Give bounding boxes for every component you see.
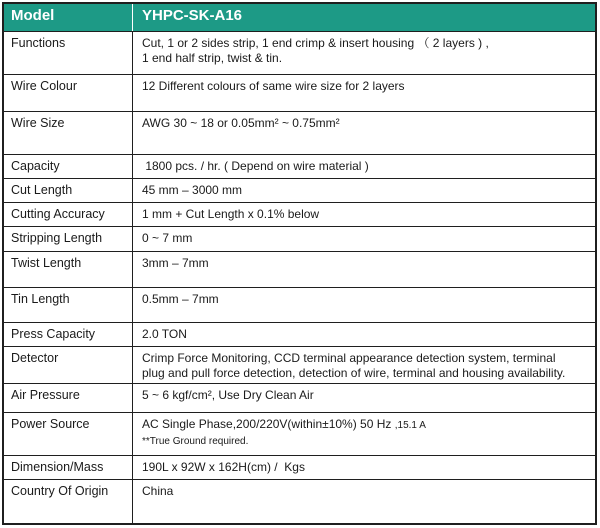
value-line: 1 mm + Cut Length x 0.1% below	[142, 207, 320, 221]
value-line: 1800 pcs. / hr. ( Depend on wire material )	[142, 159, 369, 173]
row-value	[133, 347, 595, 383]
table-row-country-of-origin	[4, 479, 595, 523]
table-row-functions	[4, 31, 595, 74]
value-line: Cut, 1 or 2 sides strip, 1 end crimp & insert housing （ 2 layers ) ,	[142, 36, 489, 50]
header-model-value: YHPC-SK-A16	[142, 7, 243, 24]
row-label: Country Of Origin	[4, 480, 133, 523]
row-value	[133, 155, 595, 178]
spec-table	[2, 2, 597, 525]
row-label: Detector	[4, 347, 133, 383]
header-label: Model	[4, 4, 133, 31]
value-line: 45 mm – 3000 mm	[142, 183, 243, 197]
row-value	[133, 384, 595, 412]
table-row-cut-length	[4, 178, 595, 202]
row-label: Cutting Accuracy	[4, 203, 133, 226]
row-value	[133, 227, 595, 251]
value-line: 12 Different colours of same wire size for 2 layers	[142, 79, 405, 93]
table-row-twist-length	[4, 251, 595, 287]
table-row-detector	[4, 346, 595, 383]
value-line: 5 ~ 6 kgf/cm², Use Dry Clean Air	[142, 388, 314, 402]
table-row-wire-colour	[4, 74, 595, 111]
value-line: 0.5mm – 7mm	[142, 292, 219, 306]
row-label: Wire Colour	[4, 75, 133, 111]
row-value	[133, 112, 595, 154]
power-spec: AC Single Phase,200/220V(within±10%) 50 Hz	[142, 417, 392, 431]
row-label: Functions	[4, 32, 133, 74]
row-value	[133, 252, 595, 287]
row-value	[133, 75, 595, 111]
row-label: Dimension/Mass	[4, 456, 133, 479]
value-line: plug and pull force detection, detection of wire, terminal and housing availability.	[142, 366, 566, 380]
row-value	[133, 179, 595, 202]
amperage: ,15.1 A	[394, 420, 426, 431]
row-label: Press Capacity	[4, 323, 133, 346]
table-row-cutting-accuracy	[4, 202, 595, 226]
ground-note: **True Ground required.	[142, 436, 249, 447]
row-label: Wire Size	[4, 112, 133, 154]
row-value	[133, 32, 595, 74]
row-value	[133, 203, 595, 226]
row-label: Tin Length	[4, 288, 133, 322]
value-line: 3mm – 7mm	[142, 256, 209, 270]
row-value	[133, 480, 595, 523]
value-line: 1 end half strip, twist & tin.	[142, 51, 283, 65]
table-row-press-capacity	[4, 322, 595, 346]
table-row-power-source	[4, 412, 595, 455]
value-line: 2.0 TON	[142, 327, 187, 341]
table-header-row	[4, 4, 595, 31]
row-label: Twist Length	[4, 252, 133, 287]
value-line: 190L x 92W x 162H(cm) / Kgs	[142, 460, 305, 474]
table-row-wire-size	[4, 111, 595, 154]
row-value	[133, 456, 595, 479]
row-label: Power Source	[4, 413, 133, 455]
row-label: Air Pressure	[4, 384, 133, 412]
row-label: Stripping Length	[4, 227, 133, 251]
row-value	[133, 288, 595, 322]
row-label: Cut Length	[4, 179, 133, 202]
value-line: 0 ~ 7 mm	[142, 231, 193, 245]
row-label: Capacity	[4, 155, 133, 178]
table-row-dimension-mass	[4, 455, 595, 479]
table-row-capacity	[4, 154, 595, 178]
value-line	[142, 417, 591, 433]
value-line: AWG 30 ~ 18 or 0.05mm² ~ 0.75mm²	[142, 116, 340, 130]
value-line: Crimp Force Monitoring, CCD terminal appearance detection system, terminal	[142, 351, 556, 365]
value-line: China	[142, 484, 174, 498]
table-row-air-pressure	[4, 383, 595, 412]
row-value	[133, 413, 595, 455]
row-value	[133, 323, 595, 346]
table-row-tin-length	[4, 287, 595, 322]
table-row-stripping-length	[4, 226, 595, 251]
